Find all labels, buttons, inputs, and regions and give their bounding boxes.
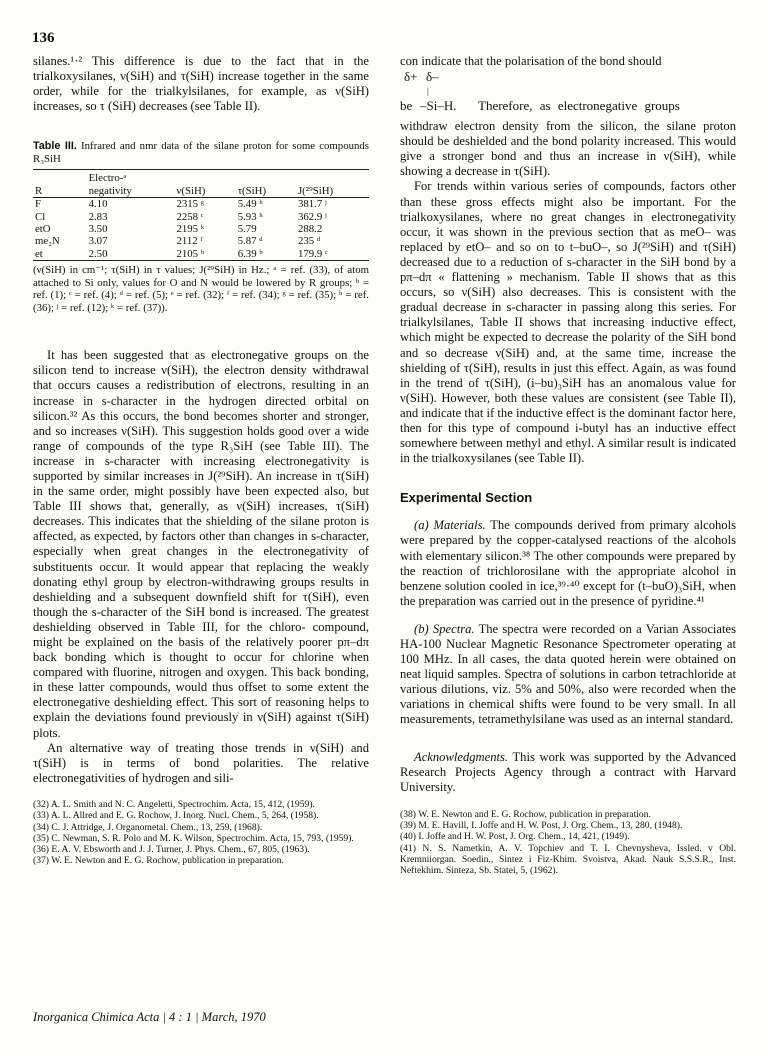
- reference-item: (41) N. S. Nametkin, A. V. Topchiev and T. I. Chevnysheva, Issled. v Obl. Kremniiorgan. Soedin., Sintez i Fiz-Khim. Svoistva, Akad. Nauk S.S.S.R., Inst. Neftekhim. Sinteza, Sb. Statei, 5, (1962).: [400, 842, 736, 877]
- journal-footer: Inorganica Chimica Acta | 4 : 1 | March, 1970: [33, 1010, 266, 1024]
- table-header-cell: negativity: [87, 185, 175, 198]
- paragraph: [400, 518, 736, 609]
- table-cell: 2.83: [88, 210, 108, 223]
- paragraph: For trends within various series of compounds, factors other than these gross effects might also be important. For the trialkoxysilanes, where no great changes in electronegativity occur, it was shown in the previous section that as meO– was replaced by etO– and so on to t–buO–, so J(²⁹SiH) and τ(SiH) decreased due to a reduction of s-character in the SiH bond by a pπ–dπ « flattening » mechanism. Table II shows that as this occurs, so ν(SiH) also decreases. This is consistent with the gradual decrease in s-character in passing along this series. For trialkylsilanes, Table II shows that increasing inductive effect, which might be expected to decrease the polarity of the SiH bond and so decrease ν(SiH) and, at the same time, increase the shielding of τ(SiH), results in just this effect. Again, as was found in the trend of τ(SiH), (i–bu)₃SiH has an anomalous value for ν(SiH). However, both these values are consistent (see Table II), and indicate that if the inductive effect is the dominant factor here, then for this type of compound i-butyl has an inductive effect somewhere between methyl and ethyl. A similar result is indicated in the trialkoxysilanes (see Table II).: [400, 179, 736, 466]
- table-row: [33, 198, 369, 211]
- paragraph-label: (b) Spectra.: [414, 621, 475, 636]
- table-header-cell: J(²⁹SiH): [296, 185, 369, 198]
- table-cell: 5.87 ᵈ: [237, 235, 263, 248]
- paragraph: silanes.¹·² This difference is due to the fact that in the trialkoxysilanes, ν(SiH) and τ(SiH) increase together in the same order, while for the trialkylsilanes, for example, as ν(SiH) increases, so τ (SiH) decreases (see Table II).: [33, 54, 369, 114]
- reference-list: [33, 799, 369, 867]
- table-cell: 3.50: [88, 223, 108, 235]
- table-label: Table III.: [33, 140, 77, 153]
- table-cell: 4.10: [88, 198, 108, 211]
- table-header-cell: [296, 170, 369, 185]
- table-cell: 362.9 ʲ: [297, 210, 327, 223]
- section-title: Experimental Section: [400, 490, 533, 506]
- paragraph-label: Acknowledgments.: [414, 749, 509, 764]
- bond-be-text: be: [400, 98, 413, 114]
- table-cell: 381.7 ʲ: [297, 198, 327, 211]
- table-cell: 288.2: [297, 223, 323, 235]
- table-cell: 3.07: [88, 235, 108, 248]
- reference-item: (37) W. E. Newton and E. G. Rochow, publication in preparation.: [33, 855, 284, 867]
- paragraph: It has been suggested that as electronegative groups on the silicon tend to increase ν(SiH), the electron density withdrawal that occurs causes a redistribution of electrons, resulting in an increase in s-character in the hydrogen directed orbital on silicon.³² As this occurs, the bond becomes shorter and stronger, and so increases ν(SiH). This suggestion holds good over a wide range of compounds of the type R₃SiH (see Table III). The increase in s-character with increasing electronegativity is supported by similar increases in J(²⁹SiH). An increase in τ(SiH) in the same order, might possibly have been expected also, but Table III shows that, generally, as ν(SiH) increases, τ(SiH) decreases. This indicates that the shielding of the silane proton is affected, as expected, by factors other than changes in s-character, especially when great changes in the electronegativity of substituents occur. It would appear that replacing the weakly donating ethyl group by electron-withdrawing groups results in deshielding and a subsequent downfield shift for τ(SiH), even though the s-character of the SiH bond is increased. The greatest deshielding observed in Table III, for the chloro- compound, might be explained on the basis of the relatively poorer pπ–dπ back bonding which is thought to occur for chlorine when compared with fluorine, nitrogen and oxygen. This back bonding, in these latter compounds, would thus offset to some extent the electronegative deshielding effect. This sort of reasoning helps to explain the deviations found previously in ν(SiH) against τ(SiH) plots.: [33, 348, 369, 740]
- table-cell: 5.79: [237, 223, 257, 235]
- table-caption: [33, 140, 369, 165]
- reference-item: (34) C. J. Attridge, J. Organometal. Chem., 13, 259, (1968).: [33, 821, 263, 833]
- table-cell: 5.49 ʰ: [237, 198, 263, 211]
- reference-list: [400, 809, 736, 877]
- reference-item: (39) M. E. Havill, I. Joffe and H. W. Post, J. Org. Chem., 13, 280, (1948).: [400, 820, 683, 832]
- table-cell: 2.50: [88, 247, 108, 260]
- table-cell: 2195 ᵏ: [176, 223, 205, 235]
- bond-formula: –Si–H.: [420, 98, 457, 114]
- table-cell: Cl: [35, 210, 46, 223]
- paragraph: [400, 622, 736, 728]
- table-header-cell: ν(SiH): [174, 185, 235, 198]
- paragraph-text: The spectra were recorded on a Varian Associates HA-100 Nuclear Magnetic Resonance Spectrometer operating at 100 MHz. In all cases, the data quoted herein were obtained on neat liquid samples. Spectra of solutions in carbon tetrachloride at various dilutions, viz. 5% and 50%, also were recorded when the variations in chemical shifts were found to be very small. In all measurements, tetramethylsilane was used as an internal standard.: [400, 621, 736, 727]
- left-column: [33, 54, 369, 867]
- table-cell: 179.9 ᶜ: [297, 247, 328, 260]
- table-header-cell: [33, 170, 87, 185]
- table-cell: etO: [35, 223, 51, 235]
- table-row: [33, 211, 369, 223]
- table-cell: me₂N: [35, 235, 60, 248]
- paragraph-label: (a) Materials.: [414, 518, 486, 533]
- right-column: [400, 54, 736, 877]
- table-cell: 2105 ᵇ: [176, 247, 205, 260]
- reference-item: (36) E. A. V. Ebsworth and J. J. Turner, J. Phys. Chem., 67, 805, (1963).: [33, 844, 310, 856]
- table-caption-text: Infrared and nmr data of the silane proton for some compounds R₃SiH: [33, 140, 369, 165]
- partial-negative-charge: δ–: [426, 69, 439, 85]
- partial-positive-charge: δ+: [404, 69, 418, 85]
- paragraph-text: This work was supported by the Advanced Research Projects Agency through a contract with Harvard University.: [400, 749, 736, 794]
- table-cell: 5.93 ʰ: [237, 210, 263, 223]
- reference-item: (35) C. Newman, S. R. Polo and M. K. Wilson, Spectrochim. Acta, 15, 793, (1959).: [33, 832, 354, 844]
- table-header-cell: τ(SiH): [236, 185, 296, 198]
- table-notes: (ν(SiH) in cm⁻¹; τ(SiH) in τ values; J(²⁹SiH) in Hz.; ᵃ = ref. (33), of atom attached to Si only, values for O and N would be lowered by R groups; ᵇ = ref. (1); ᶜ = ref. (4); ᵈ = ref. (5); ᵉ = ref. (32); ᶠ = ref. (34); ᵍ = ref. (35); ʰ = ref. (36); ʲ = ref. (12); ᵏ = ref. (37)).: [33, 264, 369, 314]
- bond-polarity-formula: [400, 69, 736, 115]
- table-cell: 2112 ᶠ: [176, 235, 203, 248]
- reference-item: (32) A. L. Smith and N. C. Angeletti, Spectrochim. Acta, 15, 412, (1959).: [33, 798, 315, 810]
- bond-line-top: |: [427, 86, 429, 97]
- table-cell: 2258 ᶜ: [176, 210, 204, 223]
- reference-item: (33) A. L. Allred and E. G. Rochow, J. Inorg. Nucl. Chem., 5, 264, (1958).: [33, 810, 319, 822]
- paragraph: withdraw electron density from the silicon, the silane proton should be deshielded and the bond polarity increased. This would give a stronger bond and thus an increase in ν(SiH), while showing a decrease in τ(SiH).: [400, 119, 736, 179]
- table-header-cell: R: [33, 185, 87, 198]
- table-cell: et: [35, 247, 43, 260]
- paragraph: con indicate that the polarisation of the bond should: [400, 54, 662, 68]
- table-header-cell: [174, 170, 235, 185]
- data-table: [33, 169, 369, 261]
- table-header-cell: [236, 170, 296, 185]
- paragraph-text: The compounds derived from primary alcohols were prepared by the copper-catalysed reactions of the alcohols with elementary silicon.³⁸ The other compounds were prepared by the reaction of trichlorosilane with the appropriate alcohol in benzene solution cooled in ice,³⁹·⁴⁰ except for (t–buO)₃SiH, when the preparation was carried out in the presence of pyridine.⁴¹: [400, 518, 737, 608]
- page-number: 136: [32, 30, 55, 46]
- reference-item: (38) W. E. Newton and E. G. Rochow, publication in preparation.: [400, 808, 651, 820]
- table-row: [33, 223, 369, 235]
- table-cell: F: [35, 198, 42, 211]
- table-row: [33, 248, 369, 261]
- bond-continuation-text: Therefore, as electronegative groups: [478, 98, 680, 114]
- table-header-cell: Electro-ᵃ: [88, 172, 127, 185]
- table-cell: 2315 ᵍ: [176, 198, 205, 211]
- table-cell: 6.39 ᵇ: [237, 247, 263, 260]
- paragraph: An alternative way of treating those trends in ν(SiH) and τ(SiH) is in terms of bond polarities. The relative electronegativities of hydrogen and sili-: [33, 740, 369, 785]
- table-cell: 235 ᵈ: [297, 235, 321, 248]
- paragraph: [400, 750, 736, 795]
- table-row: [33, 235, 369, 247]
- reference-item: (40) I. Joffe and H. W. Post, J. Org. Chem., 14, 421, (1949).: [400, 831, 630, 843]
